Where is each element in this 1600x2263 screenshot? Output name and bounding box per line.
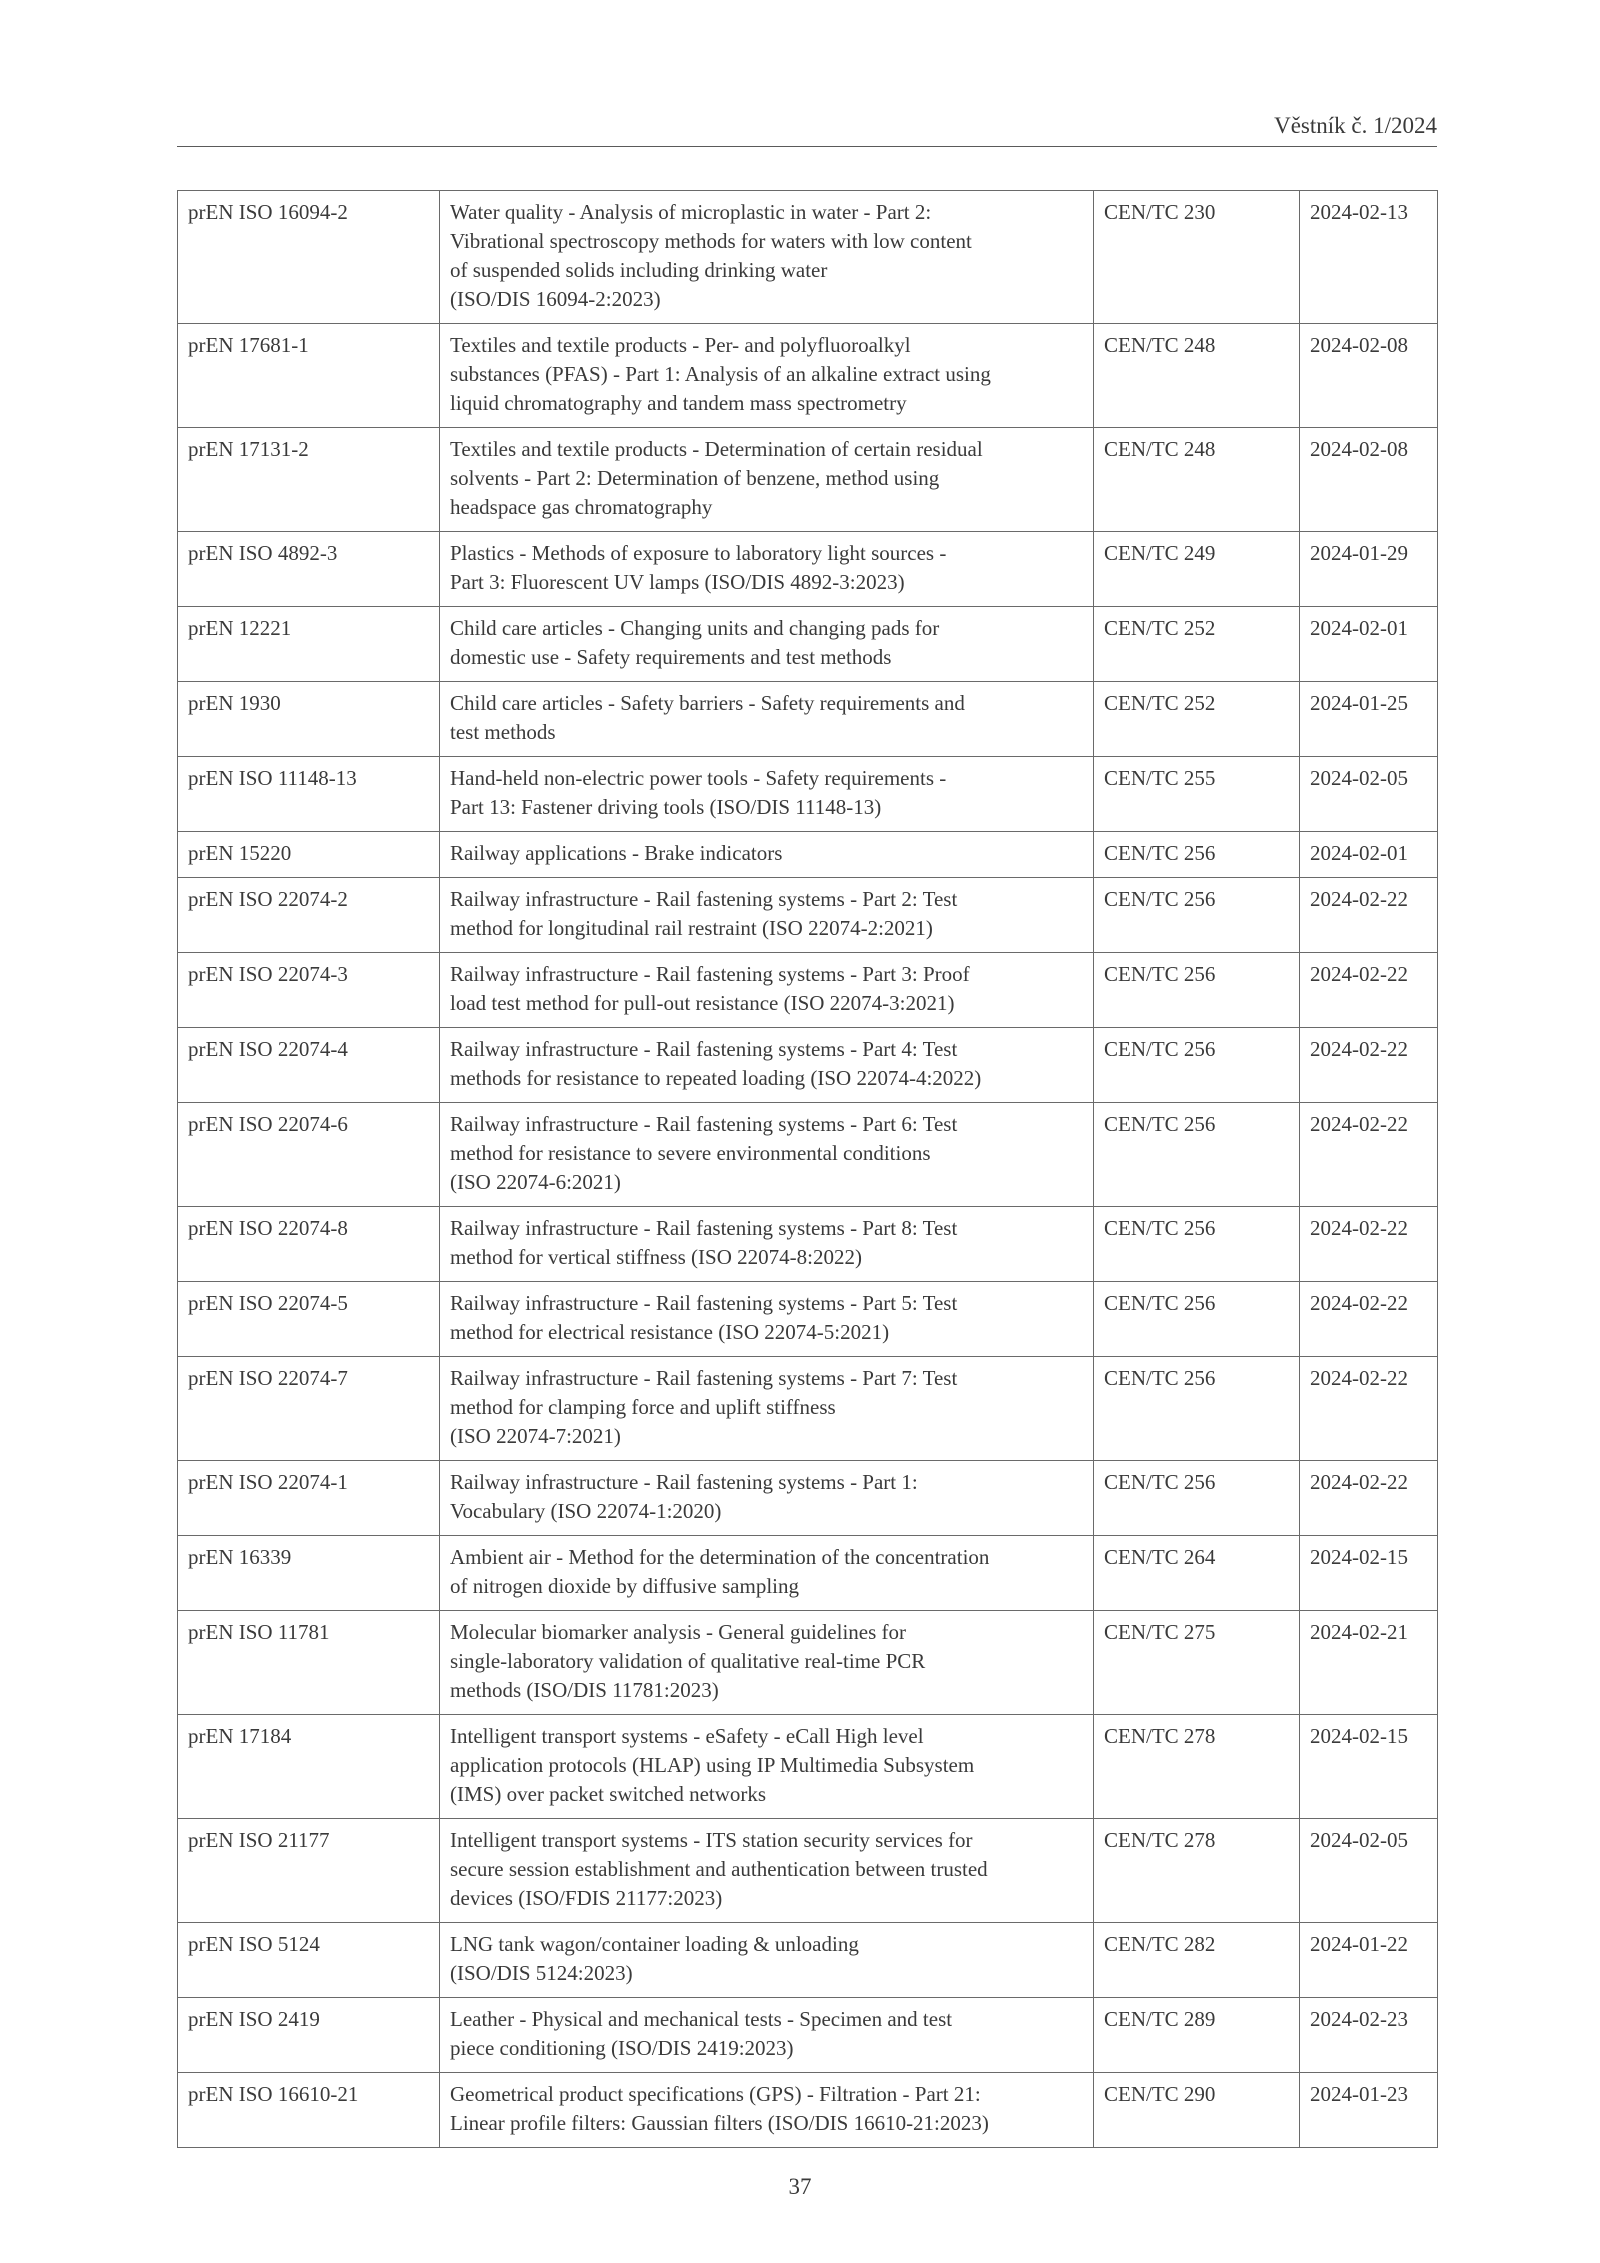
standard-title-line: Intelligent transport systems - eSafety - eCall High level	[450, 1724, 924, 1748]
standard-code: prEN 12221	[178, 607, 440, 682]
deadline-date: 2024-02-05	[1300, 1819, 1438, 1923]
technical-committee: CEN/TC 256	[1094, 1207, 1300, 1282]
deadline-date: 2024-02-05	[1300, 757, 1438, 832]
technical-committee: CEN/TC 256	[1094, 832, 1300, 878]
standard-title-line: Railway infrastructure - Rail fastening systems - Part 4: Test	[450, 1037, 958, 1061]
standard-code: prEN ISO 22074-2	[178, 878, 440, 953]
standard-code: prEN ISO 22074-4	[178, 1028, 440, 1103]
standard-code: prEN ISO 22074-7	[178, 1357, 440, 1461]
standard-title-line: (IMS) over packet switched networks	[450, 1782, 767, 1806]
standard-title	[440, 1923, 1094, 1998]
standard-title-line: Railway infrastructure - Rail fastening systems - Part 3: Proof	[450, 962, 970, 986]
standard-title-line: application protocols (HLAP) using IP Multimedia Subsystem	[450, 1753, 975, 1777]
page-number: 37	[788, 2174, 812, 2199]
standard-title-line: methods for resistance to repeated loading (ISO 22074-4:2022)	[450, 1066, 982, 1090]
deadline-date: 2024-02-22	[1300, 1282, 1438, 1357]
deadline-date: 2024-02-22	[1300, 1028, 1438, 1103]
standard-title-line: method for longitudinal rail restraint (ISO 22074-2:2021)	[450, 916, 933, 940]
table-row	[178, 1357, 1438, 1461]
standard-code: prEN ISO 22074-5	[178, 1282, 440, 1357]
standard-title-line: Railway applications - Brake indicators	[450, 841, 783, 865]
standard-title-line: (ISO 22074-7:2021)	[450, 1424, 621, 1448]
table-row	[178, 1028, 1438, 1103]
technical-committee: CEN/TC 264	[1094, 1536, 1300, 1611]
standard-code: prEN ISO 22074-3	[178, 953, 440, 1028]
standard-title-line: method for resistance to severe environmental conditions	[450, 1141, 931, 1165]
standard-title	[440, 1282, 1094, 1357]
standard-code: prEN ISO 22074-1	[178, 1461, 440, 1536]
technical-committee: CEN/TC 275	[1094, 1611, 1300, 1715]
deadline-date: 2024-01-23	[1300, 2073, 1438, 2148]
standard-title-line: Railway infrastructure - Rail fastening systems - Part 7: Test	[450, 1366, 958, 1390]
table-row	[178, 2073, 1438, 2148]
standard-title	[440, 878, 1094, 953]
standard-title-line: Water quality - Analysis of microplastic in water - Part 2:	[450, 200, 932, 224]
deadline-date: 2024-02-22	[1300, 1207, 1438, 1282]
standard-title-line: piece conditioning (ISO/DIS 2419:2023)	[450, 2036, 794, 2060]
table-row	[178, 1461, 1438, 1536]
deadline-date: 2024-01-22	[1300, 1923, 1438, 1998]
standard-title-line: Hand-held non-electric power tools - Safety requirements -	[450, 766, 947, 790]
standard-code: prEN 15220	[178, 832, 440, 878]
standard-title-line: LNG tank wagon/container loading & unloading	[450, 1932, 859, 1956]
technical-committee: CEN/TC 248	[1094, 324, 1300, 428]
standard-title	[440, 1028, 1094, 1103]
standard-title-line: method for vertical stiffness (ISO 22074-8:2022)	[450, 1245, 862, 1269]
technical-committee: CEN/TC 278	[1094, 1819, 1300, 1923]
standard-code: prEN ISO 2419	[178, 1998, 440, 2073]
deadline-date: 2024-02-22	[1300, 1357, 1438, 1461]
standard-title	[440, 2073, 1094, 2148]
standard-title-line: Child care articles - Changing units and changing pads for	[450, 616, 940, 640]
technical-committee: CEN/TC 255	[1094, 757, 1300, 832]
standard-title	[440, 1998, 1094, 2073]
standard-title-line: liquid chromatography and tandem mass spectrometry	[450, 391, 907, 415]
technical-committee: CEN/TC 230	[1094, 191, 1300, 324]
standard-code: prEN ISO 21177	[178, 1819, 440, 1923]
deadline-date: 2024-01-25	[1300, 682, 1438, 757]
table-row	[178, 1611, 1438, 1715]
standard-title	[440, 532, 1094, 607]
standard-code: prEN ISO 22074-8	[178, 1207, 440, 1282]
standard-code: prEN ISO 11148-13	[178, 757, 440, 832]
table-row	[178, 757, 1438, 832]
standard-code: prEN ISO 11781	[178, 1611, 440, 1715]
standard-code: prEN 16339	[178, 1536, 440, 1611]
standard-title	[440, 1461, 1094, 1536]
standard-title-line: devices (ISO/FDIS 21177:2023)	[450, 1886, 723, 1910]
deadline-date: 2024-02-13	[1300, 191, 1438, 324]
standard-code: prEN ISO 16094-2	[178, 191, 440, 324]
table-row	[178, 1819, 1438, 1923]
standard-title	[440, 1357, 1094, 1461]
standard-title-line: Railway infrastructure - Rail fastening systems - Part 1:	[450, 1470, 918, 1494]
table-row	[178, 1207, 1438, 1282]
standards-table	[177, 190, 1438, 2148]
technical-committee: CEN/TC 248	[1094, 428, 1300, 532]
technical-committee: CEN/TC 290	[1094, 2073, 1300, 2148]
standard-title	[440, 1715, 1094, 1819]
deadline-date: 2024-02-22	[1300, 953, 1438, 1028]
deadline-date: 2024-02-08	[1300, 324, 1438, 428]
standard-title-line: Textiles and textile products - Per- and polyfluoroalkyl	[450, 333, 911, 357]
table-row	[178, 878, 1438, 953]
standard-code: prEN 17131-2	[178, 428, 440, 532]
table-row	[178, 428, 1438, 532]
technical-committee: CEN/TC 256	[1094, 878, 1300, 953]
standard-title-line: Ambient air - Method for the determination of the concentration	[450, 1545, 990, 1569]
standard-title-line: Child care articles - Safety barriers - Safety requirements and	[450, 691, 965, 715]
deadline-date: 2024-02-23	[1300, 1998, 1438, 2073]
table-row	[178, 1998, 1438, 2073]
standard-title	[440, 324, 1094, 428]
technical-committee: CEN/TC 256	[1094, 1357, 1300, 1461]
technical-committee: CEN/TC 252	[1094, 682, 1300, 757]
deadline-date: 2024-02-15	[1300, 1536, 1438, 1611]
standard-title	[440, 953, 1094, 1028]
table-row	[178, 1536, 1438, 1611]
table-row	[178, 532, 1438, 607]
table-row	[178, 324, 1438, 428]
standard-title-line: Molecular biomarker analysis - General guidelines for	[450, 1620, 907, 1644]
standard-code: prEN 17681-1	[178, 324, 440, 428]
standard-title-line: method for electrical resistance (ISO 22074-5:2021)	[450, 1320, 890, 1344]
table-row	[178, 1715, 1438, 1819]
deadline-date: 2024-02-08	[1300, 428, 1438, 532]
standard-title	[440, 191, 1094, 324]
page-header	[177, 112, 1437, 147]
standard-title	[440, 428, 1094, 532]
standard-title-line: Railway infrastructure - Rail fastening systems - Part 6: Test	[450, 1112, 958, 1136]
deadline-date: 2024-02-01	[1300, 832, 1438, 878]
standard-title-line: methods (ISO/DIS 11781:2023)	[450, 1678, 719, 1702]
standard-title-line: domestic use - Safety requirements and test methods	[450, 645, 892, 669]
technical-committee: CEN/TC 289	[1094, 1998, 1300, 2073]
table-row	[178, 607, 1438, 682]
standard-title-line: Plastics - Methods of exposure to laboratory light sources -	[450, 541, 947, 565]
standard-title	[440, 1611, 1094, 1715]
technical-committee: CEN/TC 256	[1094, 1461, 1300, 1536]
standard-title-line: Linear profile filters: Gaussian filters (ISO/DIS 16610-21:2023)	[450, 2111, 989, 2135]
technical-committee: CEN/TC 256	[1094, 953, 1300, 1028]
standard-title-line: Railway infrastructure - Rail fastening systems - Part 5: Test	[450, 1291, 958, 1315]
deadline-date: 2024-02-22	[1300, 1461, 1438, 1536]
standard-title-line: Part 13: Fastener driving tools (ISO/DIS 11148-13)	[450, 795, 882, 819]
deadline-date: 2024-02-21	[1300, 1611, 1438, 1715]
standard-title	[440, 1207, 1094, 1282]
standard-title	[440, 757, 1094, 832]
standard-title-line: substances (PFAS) - Part 1: Analysis of an alkaline extract using	[450, 362, 991, 386]
table-row	[178, 832, 1438, 878]
deadline-date: 2024-02-01	[1300, 607, 1438, 682]
standard-code: prEN ISO 16610-21	[178, 2073, 440, 2148]
standard-title	[440, 832, 1094, 878]
technical-committee: CEN/TC 278	[1094, 1715, 1300, 1819]
standard-title-line: Railway infrastructure - Rail fastening systems - Part 2: Test	[450, 887, 958, 911]
standard-title-line: Vocabulary (ISO 22074-1:2020)	[450, 1499, 722, 1523]
standard-title-line: Part 3: Fluorescent UV lamps (ISO/DIS 4892-3:2023)	[450, 570, 905, 594]
deadline-date: 2024-02-15	[1300, 1715, 1438, 1819]
table-row	[178, 191, 1438, 324]
standard-title-line: of nitrogen dioxide by diffusive sampling	[450, 1574, 799, 1598]
standard-title-line: method for clamping force and uplift stiffness	[450, 1395, 836, 1419]
standard-title	[440, 607, 1094, 682]
table-row	[178, 682, 1438, 757]
technical-committee: CEN/TC 256	[1094, 1028, 1300, 1103]
standard-code: prEN ISO 22074-6	[178, 1103, 440, 1207]
table-row	[178, 1103, 1438, 1207]
standard-title	[440, 1819, 1094, 1923]
standards-table-body	[178, 191, 1438, 2148]
standard-title-line: (ISO 22074-6:2021)	[450, 1170, 621, 1194]
deadline-date: 2024-02-22	[1300, 1103, 1438, 1207]
table-row	[178, 953, 1438, 1028]
standard-title-line: of suspended solids including drinking water	[450, 258, 828, 282]
standard-title-line: Intelligent transport systems - ITS station security services for	[450, 1828, 973, 1852]
standard-title-line: Textiles and textile products - Determination of certain residual	[450, 437, 983, 461]
standard-title-line: Leather - Physical and mechanical tests - Specimen and test	[450, 2007, 953, 2031]
table-row	[178, 1282, 1438, 1357]
standard-title-line: Railway infrastructure - Rail fastening systems - Part 8: Test	[450, 1216, 958, 1240]
standard-title	[440, 1536, 1094, 1611]
deadline-date: 2024-02-22	[1300, 878, 1438, 953]
standard-title-line: headspace gas chromatography	[450, 495, 713, 519]
standard-title-line: Geometrical product specifications (GPS) - Filtration - Part 21:	[450, 2082, 981, 2106]
standard-code: prEN ISO 4892-3	[178, 532, 440, 607]
standard-title	[440, 682, 1094, 757]
standard-title-line: load test method for pull-out resistance (ISO 22074-3:2021)	[450, 991, 955, 1015]
technical-committee: CEN/TC 256	[1094, 1282, 1300, 1357]
standard-title-line: solvents - Part 2: Determination of benzene, method using	[450, 466, 940, 490]
technical-committee: CEN/TC 282	[1094, 1923, 1300, 1998]
standard-code: prEN 17184	[178, 1715, 440, 1819]
standard-title-line: secure session establishment and authentication between trusted	[450, 1857, 988, 1881]
standard-title-line: test methods	[450, 720, 556, 744]
standard-title	[440, 1103, 1094, 1207]
standard-title-line: Vibrational spectroscopy methods for waters with low content	[450, 229, 972, 253]
standard-title-line: single-laboratory validation of qualitative real-time PCR	[450, 1649, 926, 1673]
technical-committee: CEN/TC 256	[1094, 1103, 1300, 1207]
standard-title-line: (ISO/DIS 16094-2:2023)	[450, 287, 661, 311]
deadline-date: 2024-01-29	[1300, 532, 1438, 607]
table-row	[178, 1923, 1438, 1998]
standard-code: prEN ISO 5124	[178, 1923, 440, 1998]
technical-committee: CEN/TC 252	[1094, 607, 1300, 682]
bulletin-title: Věstník č. 1/2024	[1274, 113, 1437, 138]
technical-committee: CEN/TC 249	[1094, 532, 1300, 607]
standard-title-line: (ISO/DIS 5124:2023)	[450, 1961, 633, 1985]
standard-code: prEN 1930	[178, 682, 440, 757]
